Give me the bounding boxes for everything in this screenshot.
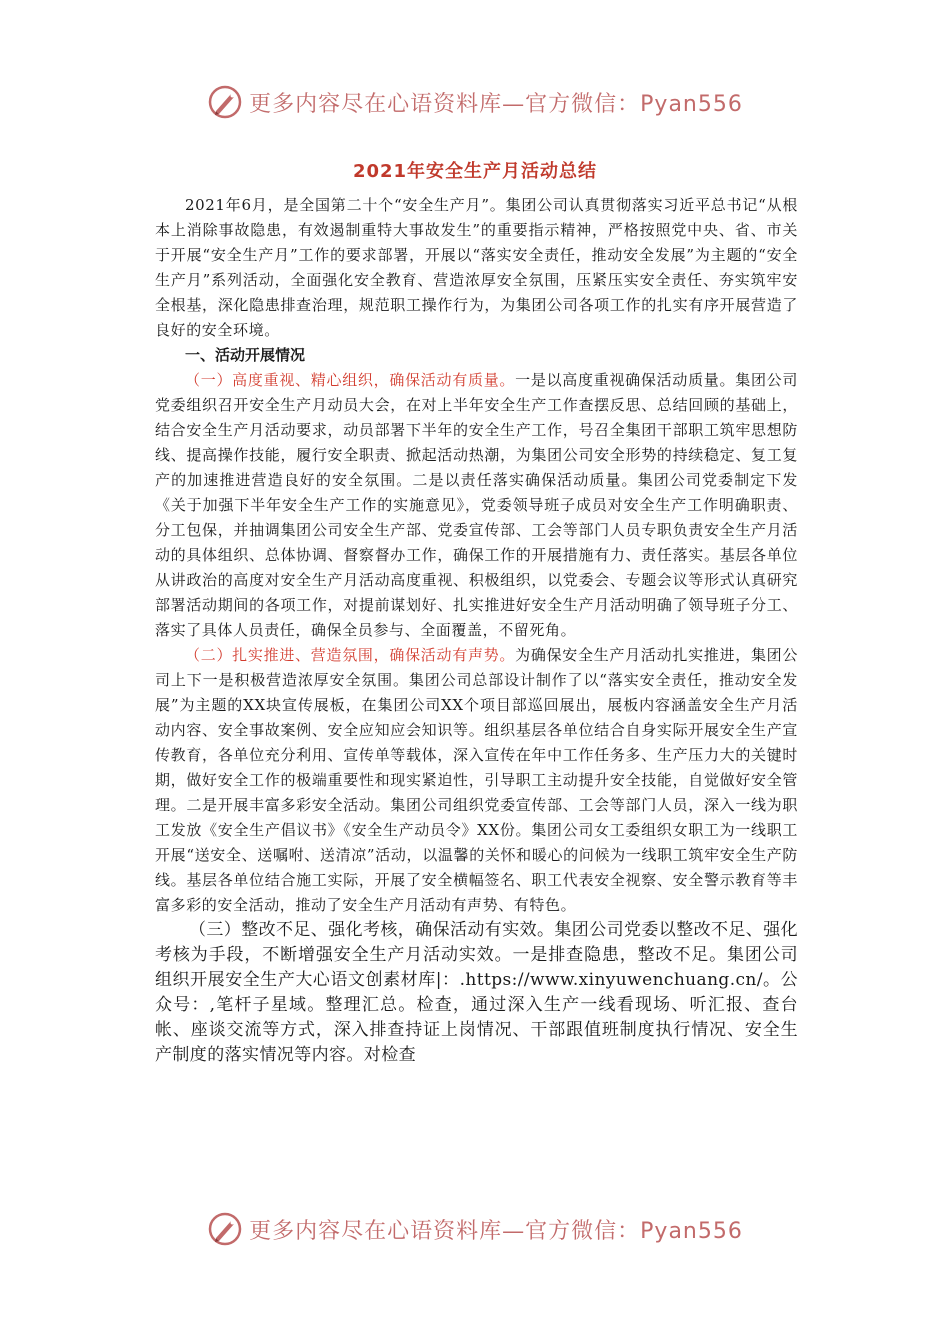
subsection-1-title: （一）高度重视、精心组织，确保活动有质量。	[185, 371, 516, 389]
intro-paragraph: 2021年6月，是全国第二十个“安全生产月”。集团公司认真贯彻落实习近平总书记“从根本上消除事故隐患，有效遏制重特大事故发生”的重要指示精神，严格按照党中央、省、市关于开展“安全生产月”工作的要求部署，开展以“落实安全责任，推动安全发展”为主题的“安全生产月”系列活动，全面强化安全教育、营造浓厚安全氛围，压紧压实安全责任、夯实筑牢安全根基，深化隐患排查治理，规范职工操作行为，为集团公司各项工作的扎实有序开展营造了良好的安全环境。	[155, 196, 798, 339]
banner-wechat-id: Pyan556	[640, 1218, 743, 1244]
pen-logo-icon	[207, 84, 243, 120]
section-heading: 一、活动开展情况	[185, 346, 306, 364]
banner-text: 更多内容尽在心语资料库—官方微信：Pyan556	[249, 91, 743, 117]
banner-wechat-id: Pyan556	[640, 91, 743, 117]
subsection-2-title: （二）扎实推进、营造氛围，确保活动有声势。	[185, 646, 516, 664]
subsection-3-paragraph: （三）整改不足、强化考核，确保活动有实效。集团公司党委以整改不足、强化考核为手段，不断增强安全生产月活动实效。一是排查隐患，整改不足。集团公司组织开展安全生产大心语文创素材库|：.https://www.xinyuwenchuang.cn/。公众号：,笔杆子星域。整理汇总。检查，通过深入生产一线看现场、听汇报、查台帐、座谈交流等方式，深入排查持证上岗情况、干部跟值班制度执行情况、安全生产制度的落实情况等内容。对检查	[155, 920, 798, 1065]
document-body	[155, 193, 798, 1068]
subsection-2-text: 为确保安全生产月活动扎实推进，集团公司上下一是积极营造浓厚安全氛围。集团公司总部设计制作了以“落实安全责任，推动安全发展”为主题的XX块宣传展板，在集团公司XX个项目部巡回展出，展板内容涵盖安全生产月活动内容、安全事故案例、安全应知应会知识等。组织基层各单位结合自身实际开展安全生产宣传教育，各单位充分利用、宣传单等载体，深入宣传在年中工作任务多、生产压力大的关键时期，做好安全工作的极端重要性和现实紧迫性，引导职工主动提升安全技能，自觉做好安全管理。二是开展丰富多彩安全活动。集团公司组织党委宣传部、工会等部门人员，深入一线为职工发放《安全生产倡议书》《安全生产动员令》XX份。集团公司女工委组织女职工为一线职工开展“送安全、送嘱咐、送清凉”活动，以温馨的关怀和暖心的问候为一线职工筑牢安全生产防线。基层各单位结合施工实际，开展了安全横幅签名、职工代表安全视察、安全警示教育等丰富多彩的安全活动，推动了安全生产月活动有声势、有特色。	[155, 646, 798, 914]
pen-logo-icon	[207, 1211, 243, 1247]
banner-text: 更多内容尽在心语资料库—官方微信：Pyan556	[249, 1218, 743, 1244]
header-watermark-banner	[0, 80, 950, 124]
subsection-1-paragraph	[155, 368, 798, 643]
document-title: 2021年安全生产月活动总结	[352, 161, 598, 182]
subsection-1-text: 一是以高度重视确保活动质量。集团公司党委组织召开安全生产月动员大会，在对上半年安全生产工作查摆反思、总结回顾的基础上，结合安全生产月活动要求，动员部署下半年的安全生产工作，号召全集团干部职工筑牢思想防线、提高操作技能，履行安全职责、掀起活动热潮，为集团公司安全形势的持续稳定、复工复产的加速推进营造良好的安全氛围。二是以责任落实确保活动质量。集团公司党委制定下发《关于加强下半年安全生产工作的实施意见》，党委领导班子成员对安全生产工作明确职责、分工包保，并抽调集团公司安全生产部、党委宣传部、工会等部门人员专职负责安全生产月活动的具体组织、总体协调、督察督办工作，确保工作的开展措施有力、责任落实。基层各单位从讲政治的高度对安全生产月活动高度重视、积极组织，以党委会、专题会议等形式认真研究部署活动期间的各项工作，对提前谋划好、扎实推进好安全生产月活动明确了领导班子分工、落实了具体人员责任，确保全员参与、全面覆盖，不留死角。	[155, 371, 798, 639]
subsection-2-paragraph	[155, 643, 798, 918]
footer-watermark-banner	[0, 1207, 950, 1251]
